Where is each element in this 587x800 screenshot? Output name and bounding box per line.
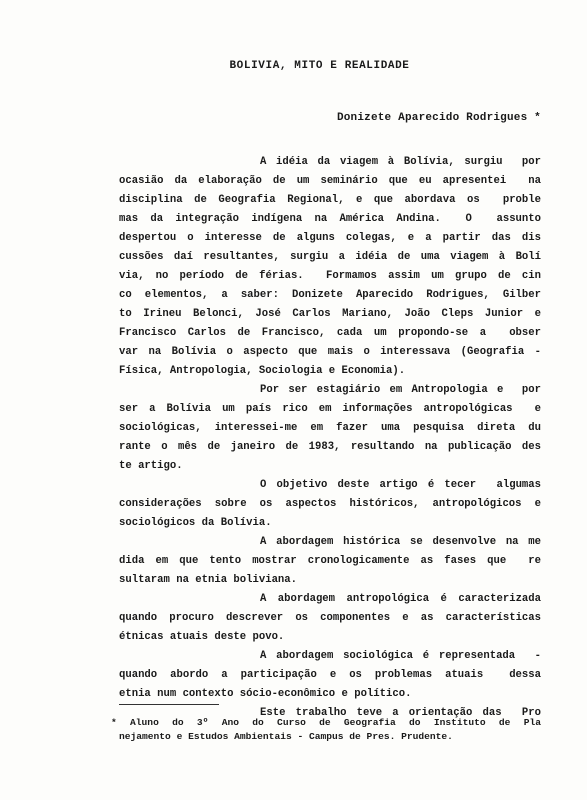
text-line: quando procuro descrever os componentes e as características	[119, 612, 541, 624]
paragraph	[119, 476, 541, 533]
text-line: rante o mês de janeiro de 1983, resultando na publicação des	[119, 441, 541, 453]
text-line: sultaram na etnia boliviana.	[119, 574, 298, 586]
text-line: etnia num contexto sócio-econômico e político.	[119, 688, 412, 700]
text-line: Este trabalho teve a orientação das Pro	[260, 707, 541, 719]
text-line: Por ser estagiário em Antropologia e por	[260, 384, 541, 396]
text-line: te artigo.	[119, 460, 183, 472]
text-line: co elementos, a saber: Donizete Aparecido Rodrigues, Gilber	[119, 289, 541, 301]
paragraph	[119, 153, 541, 381]
text-line: A idéia da viagem à Bolívia, surgiu por	[260, 156, 541, 168]
text-line: cussões daí resultantes, surgiu a idéia de uma viagem à Bolí	[119, 251, 541, 263]
paragraph	[119, 647, 541, 704]
paragraph	[119, 590, 541, 647]
text-line: sociológicos da Bolívia.	[119, 517, 272, 529]
paragraph	[119, 533, 541, 590]
text-line: O objetivo deste artigo é tecer algumas	[260, 479, 541, 491]
text-line: quando abordo a participação e os problemas atuais dessa	[119, 669, 541, 681]
author-name: Donizete Aparecido Rodrigues *	[336, 112, 541, 124]
document-body	[119, 153, 541, 723]
text-line: Francisco Carlos de Francisco, cada um propondo-se a obser	[119, 327, 541, 339]
paragraph	[119, 381, 541, 476]
text-line: Física, Antropologia, Sociologia e Economia).	[119, 365, 406, 377]
text-line: disciplina de Geografia Regional, e que abordava os proble	[119, 194, 541, 206]
footnote	[111, 716, 541, 744]
footnote-line: nejamento e Estudos Ambientais - Campus de Pres. Prudente.	[119, 731, 453, 742]
text-line: étnicas atuais deste povo.	[119, 631, 285, 643]
text-line: A abordagem antropológica é caracterizada	[260, 593, 541, 605]
footnote-divider	[119, 704, 219, 705]
text-line: sociológicas, interessei-me em fazer uma pesquisa direta du	[119, 422, 541, 434]
text-line: dida em que tento mostrar cronologicamente as fases que re	[119, 555, 541, 567]
text-line: despertou o interesse de alguns colegas, e a partir das dis	[119, 232, 541, 244]
text-line: A abordagem sociológica é representada -	[260, 650, 541, 662]
document-title: BOLIVIA, MITO E REALIDADE	[229, 60, 410, 72]
text-line: var na Bolívia o aspecto que mais o interessava (Geografia -	[119, 346, 541, 358]
text-line: ser a Bolívia um país rico em informações antropológicas e	[119, 403, 541, 415]
text-line: mas da integração indígena na América Andina. O assunto	[119, 213, 541, 225]
text-line: A abordagem histórica se desenvolve na me	[260, 536, 541, 548]
text-line: ocasião da elaboração de um seminário que eu apresentei na	[119, 175, 541, 187]
text-line: to Irineu Belonci, José Carlos Mariano, João Cleps Junior e	[119, 308, 541, 320]
footnote-line: * Aluno do 3º Ano do Curso de Geografia do Instituto de Pla	[111, 717, 541, 728]
text-line: considerações sobre os aspectos históricos, antropológicos e	[119, 498, 541, 510]
text-line: via, no período de férias. Formamos assim um grupo de cin	[119, 270, 541, 282]
